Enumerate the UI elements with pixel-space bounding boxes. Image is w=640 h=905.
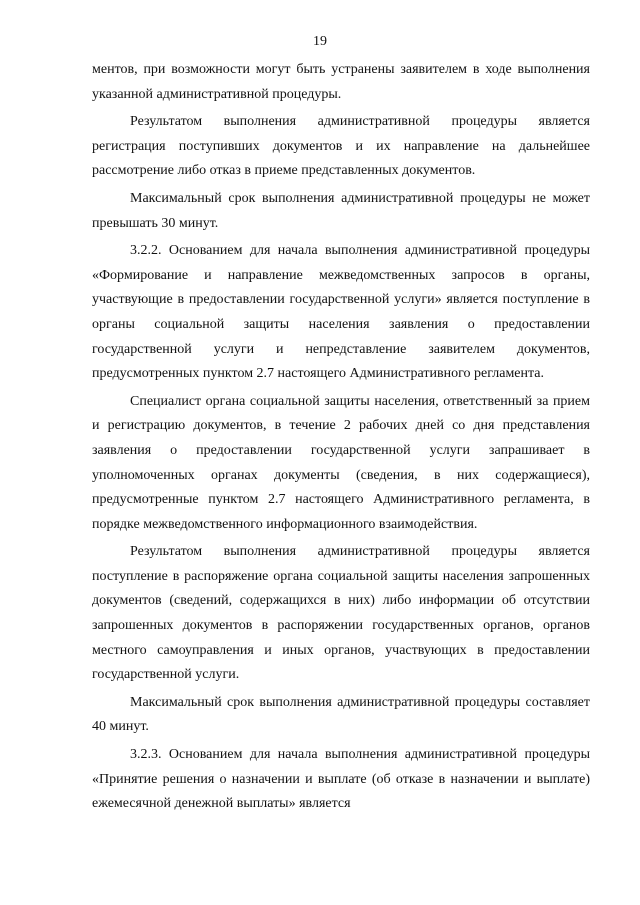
page-number: 19 <box>313 34 327 49</box>
paragraph-continuation: ментов, при возможности могут быть устранены заявителем в ходе выполнения указанной административной процедуры. <box>92 62 590 102</box>
paragraph-3-2-2: 3.2.2. Основанием для начала выполнения административной процедуры «Формирование и направление межведомственных запросов в органы, участвующие в предоставлении государственной услуги» является поступление в органы социальной защиты населения заявления о предоставлении государственной услуги и непредставление заявителем документов, предусмотренных пунктом 2.7 настоящего Административного регламента. <box>92 243 590 382</box>
document-body <box>92 58 590 817</box>
paragraph-result-registration: Результатом выполнения административной процедуры является регистрация поступивших документов и их направление на дальнейшее рассмотрение либо отказ в приеме представленных документов. <box>92 114 590 179</box>
paragraph-max-time-40: Максимальный срок выполнения административной процедуры составляет 40 минут. <box>92 694 590 735</box>
paragraph-specialist: Специалист органа социальной защиты населения, ответственный за прием и регистрацию документов, в течение 2 рабочих дней со дня представления заявления о предоставлении государственной услуги запрашивает в уполномоченных органах документы (сведения, в них содержащиеся), предусмотренные пунктом 2.7 настоящего Административного регламента, в порядке межведомственного информационного взаимодействия. <box>92 393 590 532</box>
paragraph-result-requests: Результатом выполнения административной процедуры является поступление в распоряжение органа социальной защиты населения запрошенных документов (сведений, содержащихся в них) либо информации об отсутствии запрошенных документов в распоряжении государственных органов, органов местного самоуправления и иных органов, участвующих в предоставлении государственной услуги. <box>92 544 590 683</box>
paragraph-max-time-30: Максимальный срок выполнения административной процедуры не может превышать 30 минут. <box>92 190 590 231</box>
paragraph-3-2-3: 3.2.3. Основанием для начала выполнения административной процедуры «Принятие решения о назначении и выплате (об отказе в назначении и выплате) ежемесячной денежной выплаты» является <box>92 747 590 812</box>
